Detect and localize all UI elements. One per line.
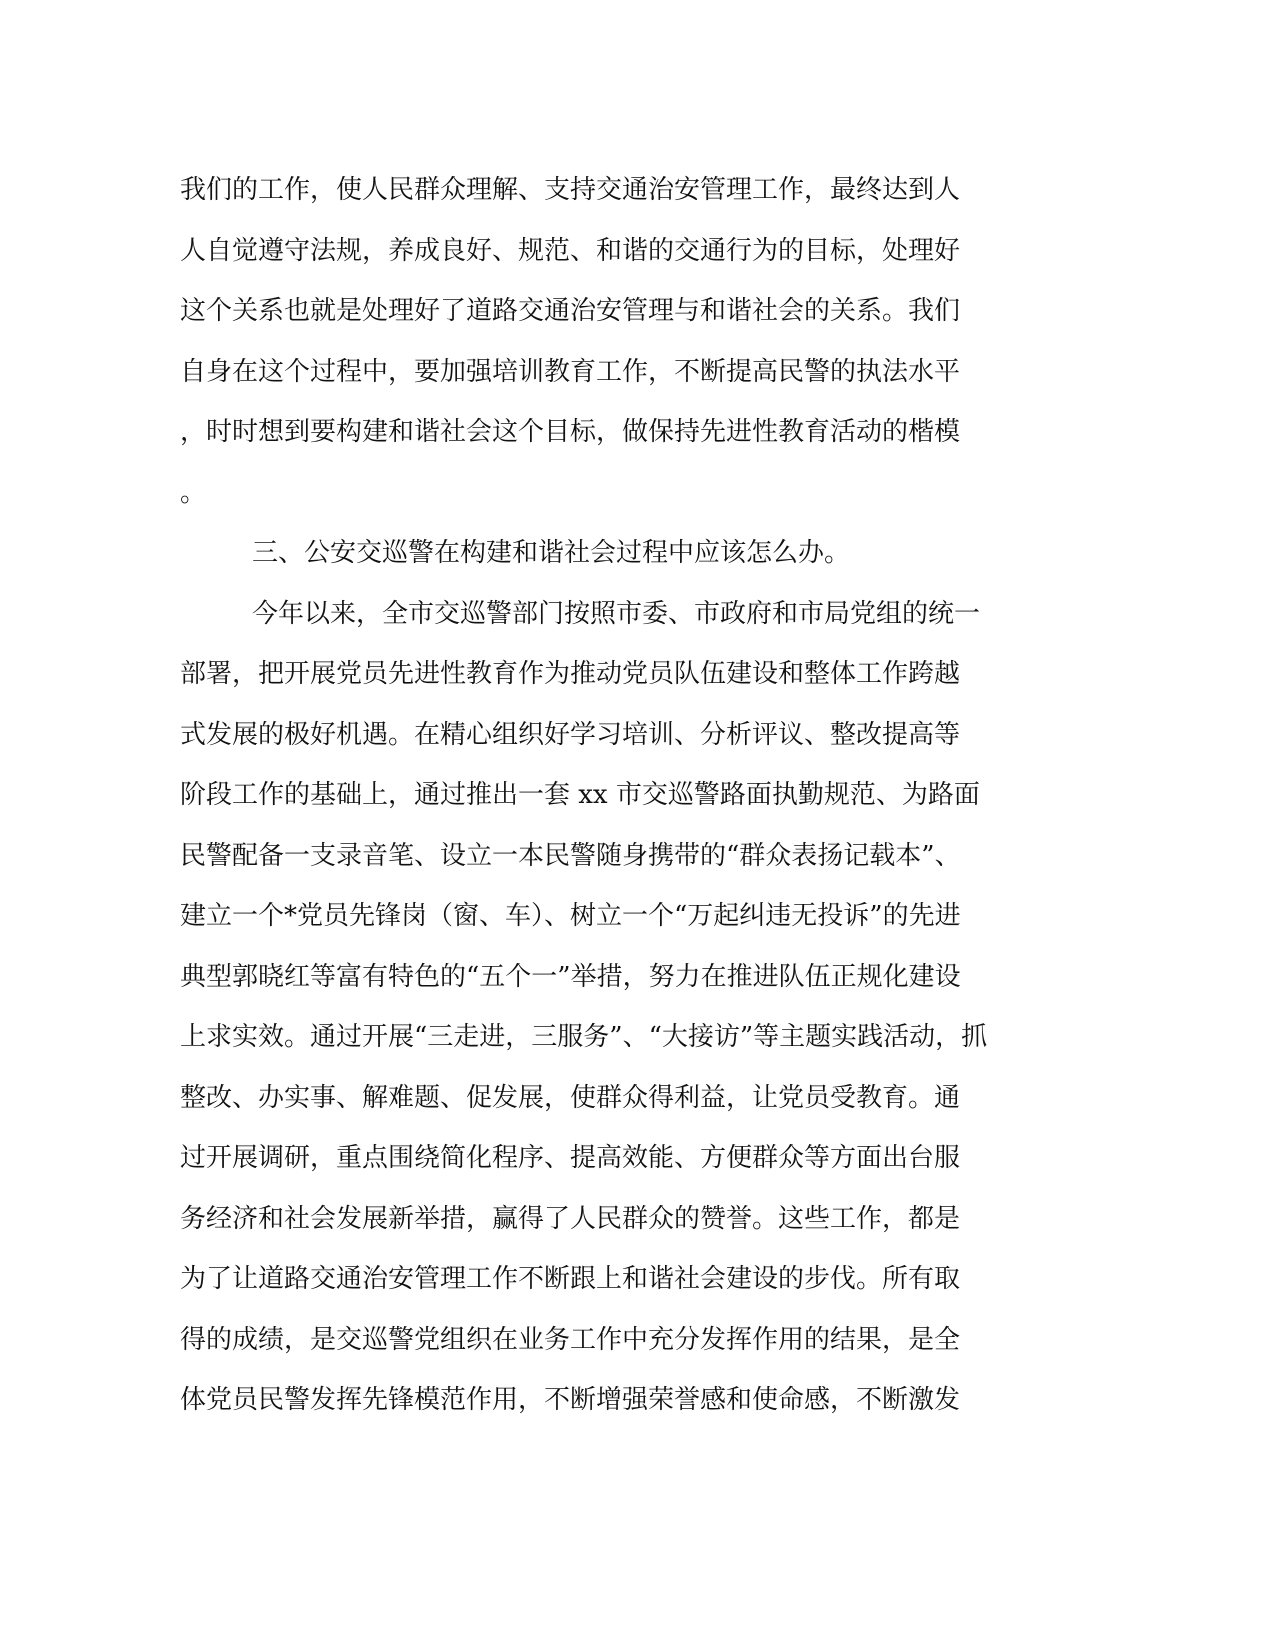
text-line: 得的成绩，是交巡警党组织在业务工作中充分发挥作用的结果，是全 [180,1324,961,1355]
text-line: 体党员民警发挥先锋模范作用，不断增强荣誉感和使命感，不断激发 [180,1385,961,1415]
text-line: 为了让道路交通治安管理工作不断跟上和谐社会建设的步伐。所有取 [180,1264,961,1294]
document-body [180,160,1060,1431]
text-line: 自身在这个过程中，要加强培训教育工作，不断提高民警的执法水平 [180,356,961,387]
text-line: 这个关系也就是处理好了道路交通治安管理与和谐社会的关系。我们 [180,296,961,326]
text-line: 。 [180,477,207,508]
text-line: 典型郭晓红等富有特色的“五个一”举措，努力在推进队伍正规化建设 [180,961,961,992]
text-line: 务经济和社会发展新举措，赢得了人民群众的赞誉。这些工作，都是 [180,1203,961,1234]
text-line: 人自觉遵守法规，养成良好、规范、和谐的交通行为的目标，处理好 [180,235,961,266]
text-line: 整改、办实事、解难题、促发展，使群众得利益，让党员受教育。通 [180,1082,961,1113]
paragraph-first-line: 今年以来，全市交巡警部门按照市委、市政府和市局党组的统一 [252,598,981,629]
text-line: ，时时想到要构建和谐社会这个目标，做保持先进性教育活动的楷模 [180,417,961,447]
text-line: 式发展的极好机遇。在精心组织好学习培训、分析评议、整改提高等 [180,719,961,750]
text-line: 建立一个*党员先锋岗（窗、车）、树立一个“万起纠违无投诉”的先进 [180,901,961,931]
text-line: 上求实效。通过开展“三走进，三服务”、“大接访”等主题实践活动，抓 [180,1022,988,1052]
text-line: 过开展调研，重点围绕简化程序、提高效能、方便群众等方面出台服 [180,1143,961,1173]
text-line: 部署，把开展党员先进性教育作为推动党员队伍建设和整体工作跨越 [180,659,961,689]
text-line: 民警配备一支录音笔、设立一本民警随身携带的“群众表扬记载本”、 [180,840,961,871]
text-line: 我们的工作，使人民群众理解、支持交通治安管理工作，最终达到人 [180,175,961,205]
section-heading: 三、公安交巡警在构建和谐社会过程中应该怎么办。 [252,538,851,568]
text-line: 阶段工作的基础上，通过推出一套 xx 市交巡警路面执勤规范、为路面 [180,780,980,810]
